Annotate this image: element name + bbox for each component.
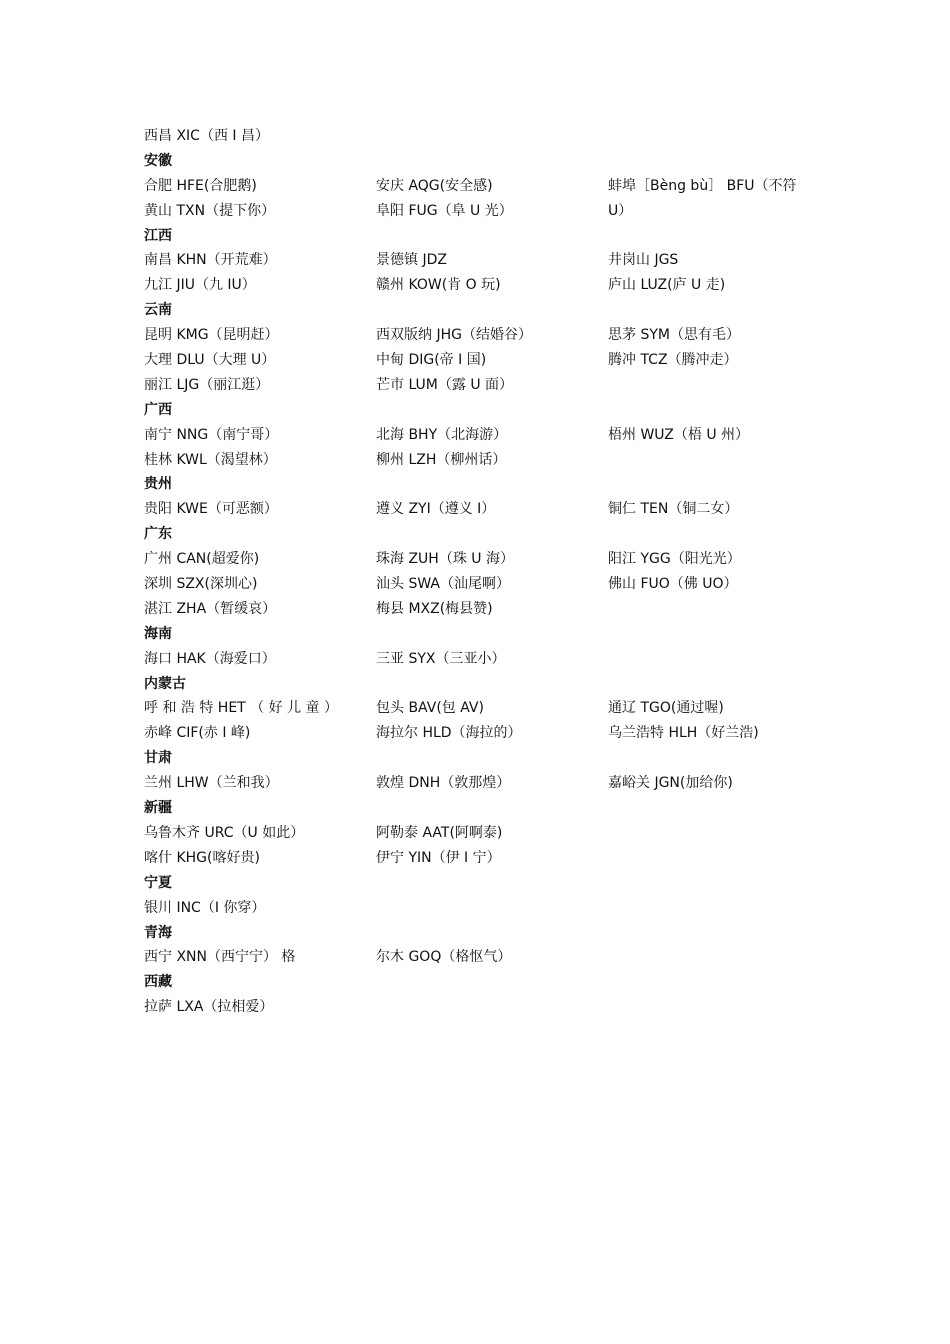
province-heading <box>144 622 824 647</box>
province-heading <box>144 398 824 423</box>
airport-entry: 遵义 ZYI（遵义 I） <box>376 501 496 518</box>
province-heading-text: 安徽 <box>144 152 172 169</box>
airport-row <box>144 199 824 224</box>
province-heading-text: 广西 <box>144 401 172 418</box>
airport-row <box>144 771 824 796</box>
airport-entry: 海拉尔 HLD（海拉的） <box>376 725 522 742</box>
airport-entry: 阳江 YGG（阳光光） <box>608 551 741 568</box>
airport-row <box>144 896 824 921</box>
province-heading <box>144 796 824 821</box>
province-heading-text: 新疆 <box>144 800 172 817</box>
airport-entry: 桂林 KWL（渴望林） <box>144 451 277 468</box>
province-heading-text: 广东 <box>144 526 172 543</box>
province-heading-text: 内蒙古 <box>144 675 186 692</box>
province-heading <box>144 970 824 995</box>
airport-entry: 乌兰浩特 HLH（好兰浩) <box>608 725 759 742</box>
airport-entry: 庐山 LUZ(庐 U 走) <box>608 277 726 294</box>
airport-entry: 西双版纳 JHG（结婚谷） <box>376 327 532 344</box>
airport-entry: 景德镇 JDZ <box>376 252 447 269</box>
airport-entry: 柳州 LZH（柳州话） <box>376 451 507 468</box>
airport-row <box>144 572 824 597</box>
airport-entry: 井岗山 JGS <box>608 252 679 269</box>
airport-row <box>144 373 824 398</box>
airport-entry: 汕头 SWA（汕尾啊） <box>376 576 510 593</box>
province-heading <box>144 871 824 896</box>
province-heading <box>144 224 824 249</box>
airport-row <box>144 647 824 672</box>
airport-entry: 安庆 AQG(安全感) <box>376 177 493 194</box>
airport-entry: 北海 BHY（北海游） <box>376 426 508 443</box>
province-heading-text: 宁夏 <box>144 874 172 891</box>
airport-row <box>144 696 824 721</box>
airport-entry: 赤峰 CIF(赤 I 峰) <box>144 725 251 742</box>
airport-entry: 敦煌 DNH（敦那煌） <box>376 775 511 792</box>
airport-entry: 铜仁 TEN（铜二女） <box>608 501 739 518</box>
airport-entry: 昆明 KMG（昆明赶） <box>144 327 279 344</box>
airport-entry: 思茅 SYM（思有毛） <box>608 327 740 344</box>
airport-entry: 贵阳 KWE（可恶额） <box>144 501 278 518</box>
province-heading <box>144 472 824 497</box>
airport-row <box>144 597 824 622</box>
airport-row <box>144 846 824 871</box>
airport-row <box>144 348 824 373</box>
airport-row <box>144 945 824 970</box>
airport-entry: 南昌 KHN（开荒难） <box>144 252 277 269</box>
province-heading <box>144 921 824 946</box>
airport-entry: 阿勒泰 AAT(阿啊泰) <box>376 824 503 841</box>
airport-entry: 腾冲 TCZ（腾冲走） <box>608 352 738 369</box>
airport-entry: 嘉峪关 JGN(加给你) <box>608 775 733 792</box>
province-heading <box>144 746 824 771</box>
airport-entry: 梅县 MXZ(梅县赞) <box>376 600 493 617</box>
airport-row <box>144 423 824 448</box>
province-heading <box>144 672 824 697</box>
airport-entry: 西宁 XNN（西宁宁） 格 <box>144 949 296 966</box>
airport-entry: 喀什 KHG(喀好贵) <box>144 849 260 866</box>
airport-entry: 梧州 WUZ（梧 U 州） <box>608 426 750 443</box>
airport-entry: 黄山 TXN（提下你） <box>144 202 276 219</box>
airport-entry: 九江 JIU（九 IU） <box>144 277 256 294</box>
airport-entry: 通辽 TGO(通过喔) <box>608 700 724 717</box>
airport-entry: 大理 DLU（大理 U） <box>144 352 276 369</box>
airport-row <box>144 248 824 273</box>
airport-entry: 深圳 SZX(深圳心) <box>144 576 258 593</box>
airport-row <box>144 323 824 348</box>
airport-entry: 佛山 FUO（佛 UO） <box>608 576 738 593</box>
airport-entry: 海口 HAK（海爱口） <box>144 650 276 667</box>
airport-row <box>144 547 824 572</box>
airport-row <box>144 124 824 149</box>
airport-row <box>144 995 824 1020</box>
airport-entry: 赣州 KOW(肯 O 玩) <box>376 277 501 294</box>
airport-code-list <box>144 124 824 1020</box>
province-heading-text: 青海 <box>144 924 172 941</box>
airport-entry: 南宁 NNG（南宁哥） <box>144 426 279 443</box>
airport-entry: U） <box>608 202 633 219</box>
airport-entry: 乌鲁木齐 URC（U 如此） <box>144 824 305 841</box>
airport-entry: 珠海 ZUH（珠 U 海） <box>376 551 514 568</box>
airport-row <box>144 448 824 473</box>
airport-entry: 合肥 HFE(合肥鹅) <box>144 177 257 194</box>
airport-entry: 西昌 XIC（西 I 昌） <box>144 128 269 144</box>
airport-row <box>144 174 824 199</box>
airport-entry: 阜阳 FUG（阜 U 光） <box>376 202 513 219</box>
airport-row <box>144 273 824 298</box>
airport-entry: 呼 和 浩 特 HET （ 好 儿 童 ） <box>144 700 338 717</box>
province-heading <box>144 149 824 174</box>
province-heading <box>144 522 824 547</box>
airport-entry: 芒市 LUM（露 U 面） <box>376 376 514 393</box>
province-heading <box>144 298 824 323</box>
airport-entry: 湛江 ZHA（暂缓哀） <box>144 600 277 617</box>
airport-entry: 银川 INC（I 你穿） <box>144 899 266 916</box>
airport-row <box>144 497 824 522</box>
province-heading-text: 西藏 <box>144 974 172 991</box>
province-heading-text: 甘肃 <box>144 750 172 767</box>
province-heading-text: 江西 <box>144 227 172 244</box>
airport-entry: 拉萨 LXA（拉相爱） <box>144 999 274 1016</box>
province-heading-text: 贵州 <box>144 476 172 493</box>
airport-entry: 伊宁 YIN（伊 I 宁） <box>376 849 501 866</box>
airport-row <box>144 721 824 746</box>
airport-entry: 包头 BAV(包 AV) <box>376 700 484 717</box>
airport-entry: 兰州 LHW（兰和我） <box>144 775 279 792</box>
airport-entry: 丽江 LJG（丽江逛） <box>144 376 270 393</box>
province-heading-text: 海南 <box>144 625 172 642</box>
airport-entry: 蚌埠［Bèng bù］ BFU（不符 <box>608 177 797 194</box>
province-heading-text: 云南 <box>144 302 172 319</box>
airport-entry: 三亚 SYX（三亚小） <box>376 650 506 667</box>
airport-entry: 中甸 DIG(帝 I 国) <box>376 352 487 369</box>
airport-row <box>144 821 824 846</box>
airport-entry: 广州 CAN(超爱你) <box>144 551 260 568</box>
airport-entry: 尔木 GOQ（格怄气） <box>376 949 512 966</box>
